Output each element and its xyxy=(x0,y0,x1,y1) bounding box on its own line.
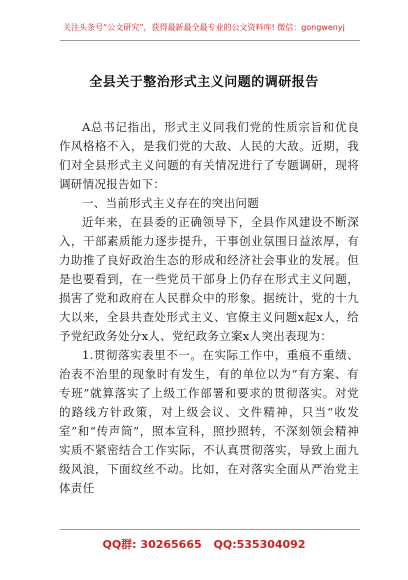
paragraph-intro: A总书记指出，形式主义同我们党的性质宗旨和优良作风格格不入，是我们党的大敌、人民的大敌。近期，我们对全县形式主义问题的有关情况进行了专题调研，现将调研情况报告如下： xyxy=(59,120,359,191)
document-title: 全县关于整治形式主义问题的调研报告 xyxy=(89,75,319,90)
footer-contact xyxy=(0,536,408,552)
footer-qq-group: QQ群: 30265665 xyxy=(102,538,202,551)
section-heading: 一、当前形式主义存在的突出问题 xyxy=(82,196,259,210)
header-divider xyxy=(60,40,360,41)
footer-divider xyxy=(60,529,360,530)
footer-qq: QQ:535304092 xyxy=(213,538,306,551)
header-banner: 关注头条号“公文研究”，获得最新最全最专业的公文资料库! 微信：gongwenyj xyxy=(63,23,345,32)
paragraph-point-1: 1.贯彻落实表里不一。在实际工作中，重痕不重绩、治表不治里的现象时有发生，有的单位以为“有方案、有专班”就算落实了上级工作部署和要求的贯彻落实。对党的路线方针政策，对上级会议、文件精神，只当“收发室”和“传声筒”，照本宣科，照抄照转，不深刻领会精神实质不紧密结合工作实际，不认真贯彻落实，导致上面九级风浪，下面纹丝不动。比如，在对落实全面从严治党主体责任 xyxy=(59,348,359,495)
paragraph-overview: 近年来，在县委的正确领导下，全县作风建设不断深入，干部素质能力逐步提升，干事创业氛围日益浓厚，有力助推了良好政治生态的形成和经济社会事业的发展。但是也要看到，在一些党员干部身上仍存在形式主义问题，损害了党和政府在人民群众中的形象。据统计，党的十九大以来，全县共查处形式主义、官僚主义问题x起x人，给予党纪政务处分x人、党纪政务立案x人突出表现为： xyxy=(59,215,359,343)
document-body xyxy=(59,118,359,498)
